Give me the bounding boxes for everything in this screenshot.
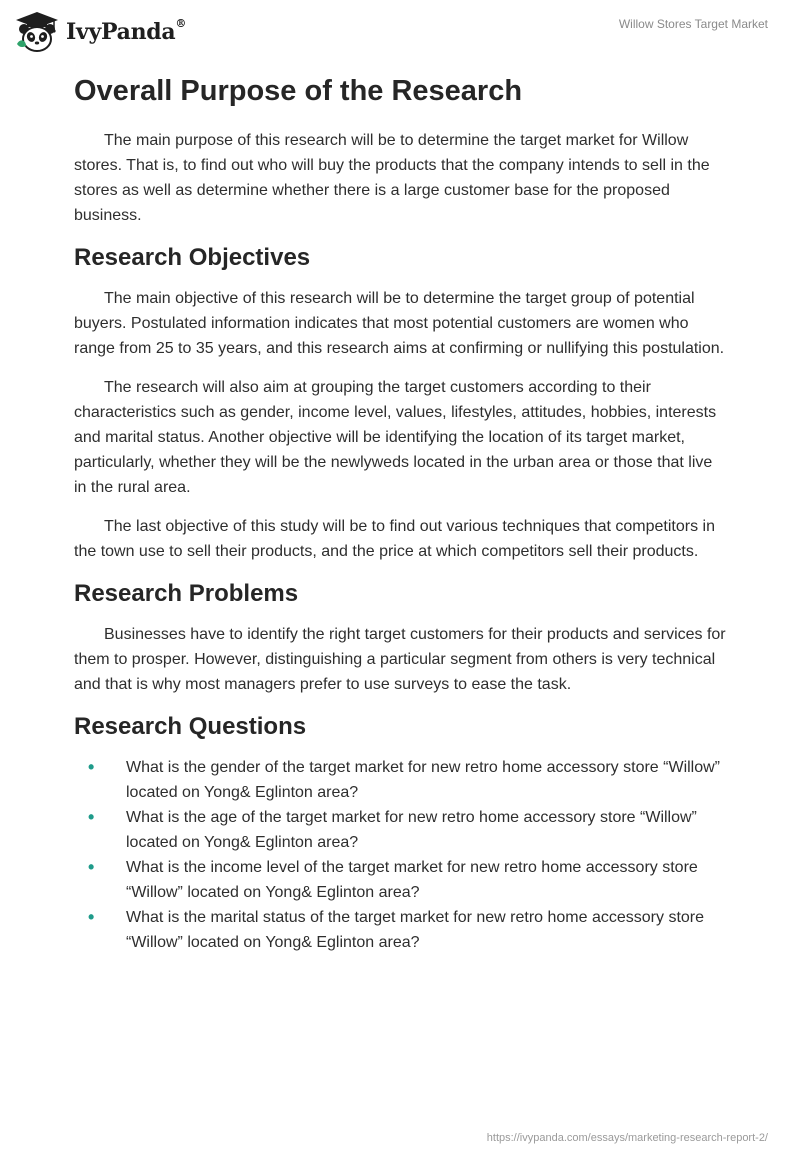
brand-name: IvyPanda® <box>66 17 187 45</box>
list-item-text: What is the age of the target market for new retro home accessory store “Willow” located on Yong& Eglinton area? <box>126 809 697 851</box>
list-item-text: What is the income level of the target market for new retro home accessory store “Willow” located on Yong& Eglinton area? <box>126 859 698 901</box>
paragraph: The main objective of this research will be to determine the target group of potential buyers. Postulated information indicates that most potential customers are women who range from 25 to 35 years, and this research aims at confirming or nullifying this postulation. <box>74 290 725 357</box>
registered-mark: ® <box>175 17 187 30</box>
list-item <box>74 755 729 805</box>
list-item <box>74 855 729 905</box>
questions-list <box>74 755 729 955</box>
paragraph: The last objective of this study will be to find out various techniques that competitors in the town use to sell their products, and the price at which competitors sell their products. <box>74 518 715 560</box>
bullet-icon: • <box>88 757 95 777</box>
paragraph: The research will also aim at grouping the target customers according to their characteristics such as gender, income level, values, lifestyles, attitudes, hobbies, interests and marital status. Another objective will be identifying the location of its target market, particularly, whether they will be the newlyweds located in the urban area or those that live in the rural area. <box>74 379 717 496</box>
page-header <box>0 0 800 70</box>
list-item <box>74 905 729 955</box>
paragraph: The main purpose of this research will be to determine the target market for Willow stores. That is, to find out who will buy the products that the company intends to sell in the stores as well as determine whether there is a large customer base for the proposed business. <box>74 132 710 224</box>
list-item-text: What is the gender of the target market for new retro home accessory store “Willow” located on Yong& Eglinton area? <box>126 759 721 801</box>
source-url[interactable]: https://ivypanda.com/essays/marketing-research-report-2/ <box>486 1132 768 1144</box>
heading-objectives: Research Objectives <box>74 244 311 271</box>
heading-problems: Research Problems <box>74 580 299 607</box>
bullet-icon: • <box>88 907 95 927</box>
list-item-text: What is the marital status of the target market for new retro home accessory store “Willow” located on Yong& Eglinton area? <box>126 909 705 951</box>
ivypanda-logo[interactable] <box>14 10 186 54</box>
bullet-icon: • <box>88 857 95 877</box>
list-item <box>74 805 729 855</box>
heading-purpose: Overall Purpose of the Research <box>74 75 523 107</box>
bullet-icon: • <box>88 807 95 827</box>
heading-questions: Research Questions <box>74 713 307 740</box>
paragraph: Businesses have to identify the right target customers for their products and services for them to prosper. However, distinguishing a particular segment from others is very technical and that is why most managers prefer to use surveys to ease the task. <box>74 626 726 693</box>
article-body <box>74 72 729 955</box>
panda-graduate-icon <box>14 10 60 54</box>
running-title: Willow Stores Target Market <box>618 17 768 31</box>
